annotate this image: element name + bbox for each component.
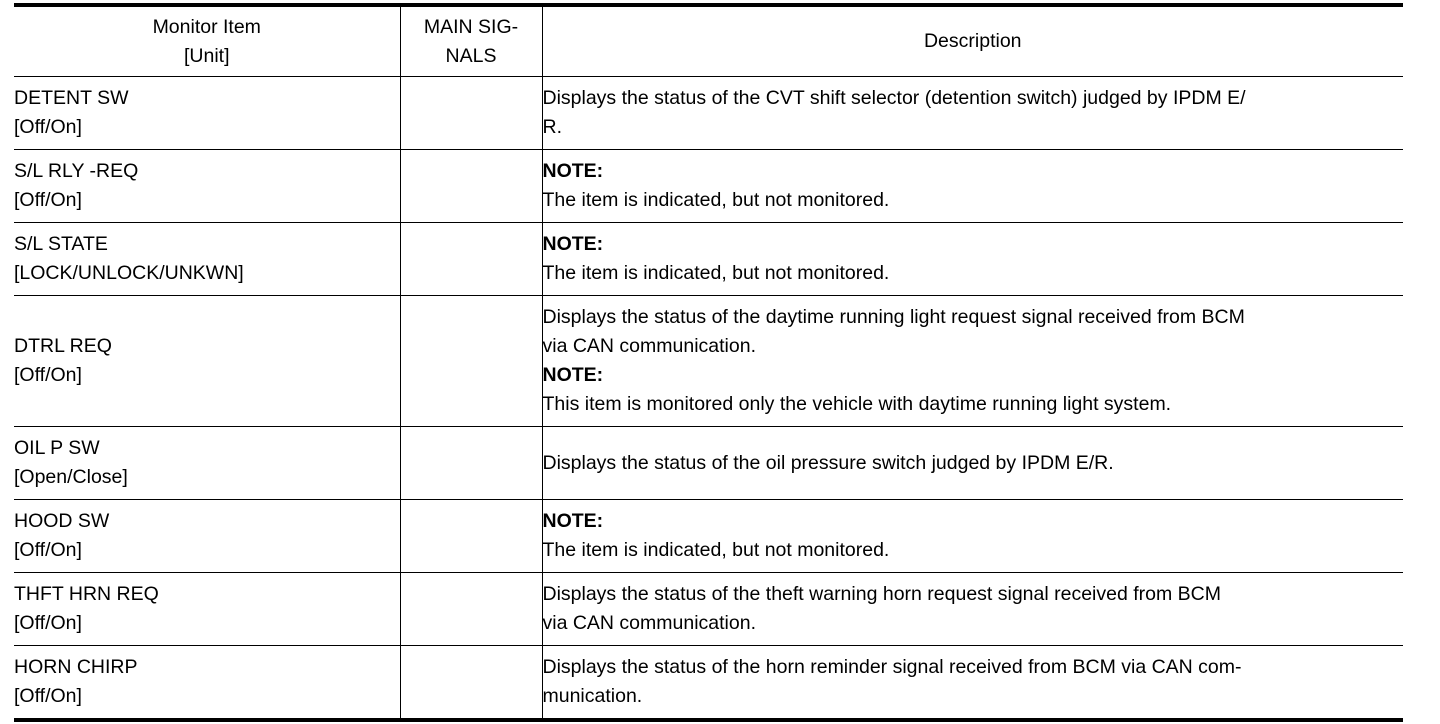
monitor-item-name: OIL P SW [14, 437, 100, 459]
monitor-item-name: DTRL REQ [14, 335, 112, 357]
header-description: Description [542, 5, 1403, 77]
main-signals-cell [400, 223, 542, 296]
description-cell [542, 296, 1403, 427]
main-signals-cell [400, 296, 542, 427]
table-row [14, 150, 1403, 223]
description-line: R. [542, 116, 562, 138]
table-body [14, 77, 1403, 721]
monitor-item-name: HORN CHIRP [14, 656, 138, 678]
header-monitor-item [14, 5, 400, 77]
table-row [14, 427, 1403, 500]
header-monitor-item-line-1: Monitor Item [152, 15, 261, 38]
monitor-item-cell [14, 573, 400, 646]
table-row [14, 500, 1403, 573]
main-signals-cell [400, 573, 542, 646]
description-line: Displays the status of the oil pressure switch judged by IPDM E/R. [542, 451, 1114, 474]
monitor-item-table [14, 3, 1403, 722]
header-main-signals-line-2: NALS [445, 44, 497, 67]
monitor-item-name: HOOD SW [14, 510, 110, 532]
monitor-item-name: S/L RLY -REQ [14, 160, 139, 182]
main-signals-cell [400, 646, 542, 721]
table-row [14, 77, 1403, 150]
description-line: munication. [542, 685, 643, 707]
monitor-item-unit: [Off/On] [14, 612, 82, 634]
note-label: NOTE: [542, 510, 604, 532]
monitor-item-cell [14, 427, 400, 500]
description-line: via CAN communication. [542, 335, 756, 357]
table-row [14, 646, 1403, 721]
monitor-item-unit: [Off/On] [14, 539, 82, 561]
monitor-table-container [14, 3, 1403, 722]
note-label: NOTE: [542, 364, 604, 386]
main-signals-cell [400, 77, 542, 150]
main-signals-cell [400, 150, 542, 223]
description-line: Displays the status of the daytime running light request signal received from BCM [542, 306, 1245, 328]
monitor-item-cell [14, 77, 400, 150]
main-signals-cell [400, 427, 542, 500]
table-row [14, 296, 1403, 427]
description-line: Displays the status of the CVT shift selector (detention switch) judged by IPDM E/ [542, 87, 1246, 109]
description-cell [542, 500, 1403, 573]
monitor-item-unit: [Off/On] [14, 116, 82, 138]
table-row [14, 223, 1403, 296]
monitor-item-name: THFT HRN REQ [14, 583, 159, 605]
monitor-item-unit: [LOCK/UNLOCK/UNKWN] [14, 262, 244, 284]
table-row [14, 573, 1403, 646]
description-line: The item is indicated, but not monitored. [542, 189, 890, 211]
description-cell [542, 150, 1403, 223]
header-monitor-item-line-2: [Unit] [183, 44, 230, 67]
monitor-item-cell [14, 296, 400, 427]
table-header-row [14, 5, 1403, 77]
description-cell [542, 646, 1403, 721]
description-line: Displays the status of the horn reminder signal received from BCM via CAN com- [542, 656, 1242, 678]
description-line: The item is indicated, but not monitored. [542, 539, 890, 561]
description-line: The item is indicated, but not monitored. [542, 262, 890, 284]
monitor-item-unit: [Off/On] [14, 685, 82, 707]
note-label: NOTE: [542, 233, 604, 255]
main-signals-cell [400, 500, 542, 573]
description-cell [542, 223, 1403, 296]
description-line: This item is monitored only the vehicle with daytime running light system. [542, 393, 1172, 415]
monitor-item-cell [14, 223, 400, 296]
header-main-signals [400, 5, 542, 77]
monitor-item-unit: [Off/On] [14, 364, 82, 386]
description-cell [542, 573, 1403, 646]
header-main-signals-line-1: MAIN SIG- [423, 15, 519, 38]
monitor-item-cell [14, 500, 400, 573]
monitor-item-unit: [Off/On] [14, 189, 82, 211]
description-line: Displays the status of the theft warning horn request signal received from BCM [542, 583, 1221, 605]
description-cell [542, 77, 1403, 150]
note-label: NOTE: [542, 160, 604, 182]
monitor-item-unit: [Open/Close] [14, 466, 128, 488]
monitor-item-name: S/L STATE [14, 233, 108, 255]
description-cell [542, 427, 1403, 500]
monitor-item-cell [14, 646, 400, 721]
description-line: via CAN communication. [542, 612, 756, 634]
monitor-item-name: DETENT SW [14, 87, 129, 109]
monitor-item-cell [14, 150, 400, 223]
